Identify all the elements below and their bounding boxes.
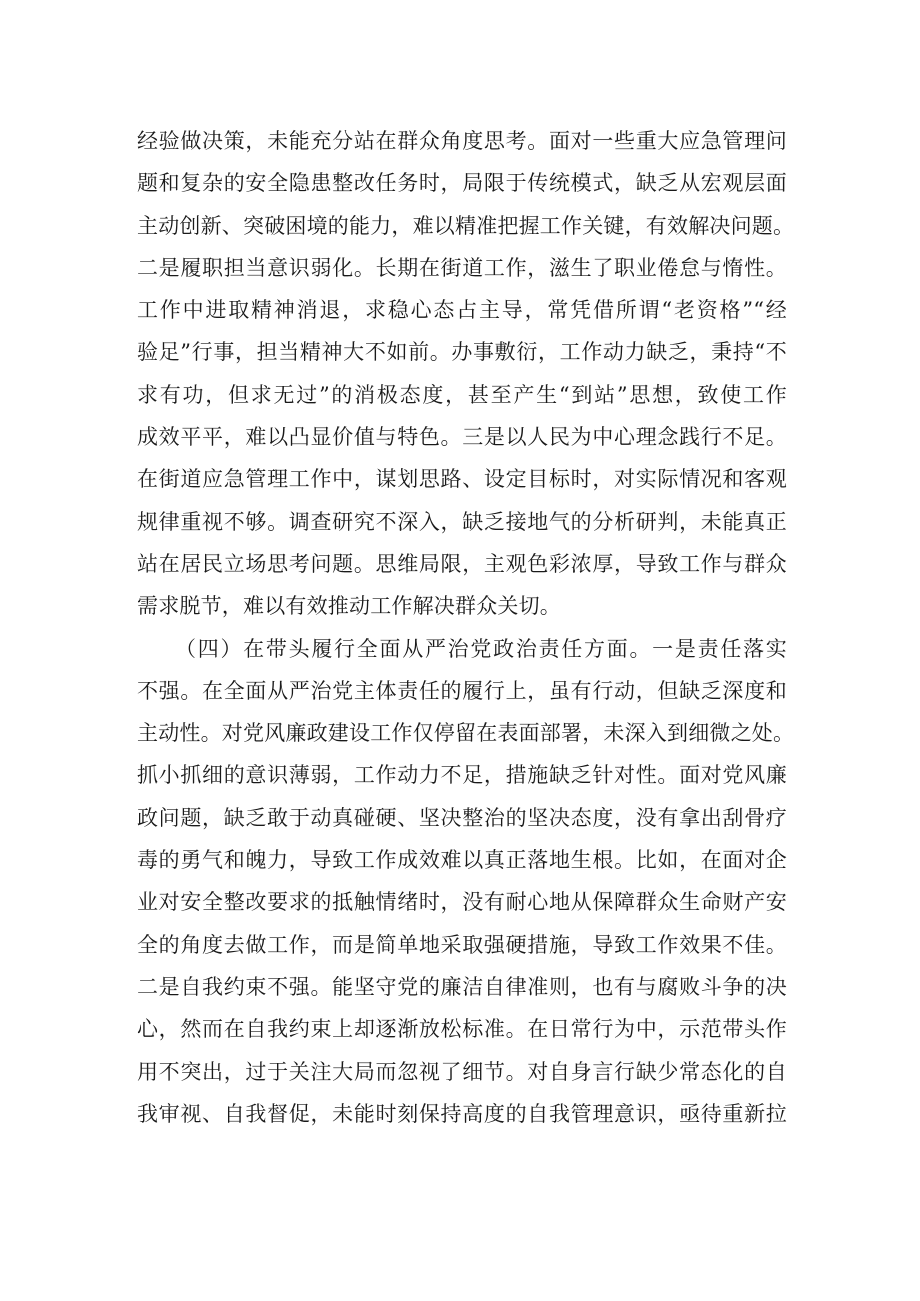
text-line-11: 站在居民立场思考问题。思维局限，主观色彩浓厚，导致工作与群众 — [137, 551, 787, 576]
text-line-6: 验足”行事，担当精神大不如前。办事敷衍，工作动力缺乏，秉持“不 — [137, 340, 787, 365]
text-line-8: 成效平平，难以凸显价值与特色。三是以人民为中心理念践行不足。 — [137, 425, 787, 450]
text-line-12: 需求脱节，难以有效推动工作解决群众关切。 — [137, 594, 561, 619]
text-line-19: 业对安全整改要求的抵触情绪时，没有耐心地从保障群众生命财产安 — [137, 890, 787, 915]
text-line-16: 抓小抓细的意识薄弱，工作动力不足，措施缺乏针对性。面对党风廉 — [137, 763, 787, 788]
text-line-18: 毒的勇气和魄力，导致工作成效难以真正落地生根。比如，在面对企 — [137, 848, 787, 873]
text-line-4: 二是履职担当意识弱化。长期在街道工作，滋生了职业倦怠与惰性。 — [137, 255, 787, 280]
text-line-2: 题和复杂的安全隐患整改任务时，局限于传统模式，缺乏从宏观层面 — [137, 171, 787, 196]
text-line-1: 经验做决策，未能充分站在群众角度思考。面对一些重大应急管理问 — [137, 129, 787, 153]
text-line-17: 政问题，缺乏敢于动真碰硬、坚决整治的坚决态度，没有拿出刮骨疗 — [137, 805, 787, 830]
text-line-20: 全的角度去做工作，而是简单地采取强硬措施，导致工作效果不佳。 — [137, 932, 787, 957]
section-heading-line: （四）在带头履行全面从严治党政治责任方面。一是责任落实 — [175, 636, 787, 661]
text-line-9: 在街道应急管理工作中，谋划思路、设定目标时，对实际情况和客观 — [137, 467, 787, 492]
text-line-3: 主动创新、突破困境的能力，难以精准把握工作关键，有效解决问题。 — [137, 213, 795, 238]
text-line-21: 二是自我约束不强。能坚守党的廉洁自律准则，也有与腐败斗争的决 — [137, 974, 787, 999]
text-line-15: 主动性。对党风廉政建设工作仅停留在表面部署，未深入到细微之处。 — [137, 721, 795, 746]
body-text — [137, 120, 795, 1135]
text-line-22: 心，然而在自我约束上却逐渐放松标准。在日常行为中，示范带头作 — [137, 1017, 787, 1042]
text-line-24: 我审视、自我督促，未能时刻保持高度的自我管理意识，亟待重新拉 — [137, 1101, 787, 1126]
text-line-5: 工作中进取精神消退，求稳心态占主导，常凭借所谓“老资格”“经 — [137, 298, 787, 323]
text-line-14: 不强。在全面从严治党主体责任的履行上，虽有行动，但缺乏深度和 — [137, 678, 787, 703]
text-line-7: 求有功，但求无过”的消极态度，甚至产生“到站”思想，致使工作 — [137, 382, 787, 407]
text-line-10: 规律重视不够。调查研究不深入，缺乏接地气的分析研判，未能真正 — [137, 509, 787, 534]
text-line-23: 用不突出，过于关注大局而忽视了细节。对自身言行缺少常态化的自 — [137, 1059, 787, 1084]
